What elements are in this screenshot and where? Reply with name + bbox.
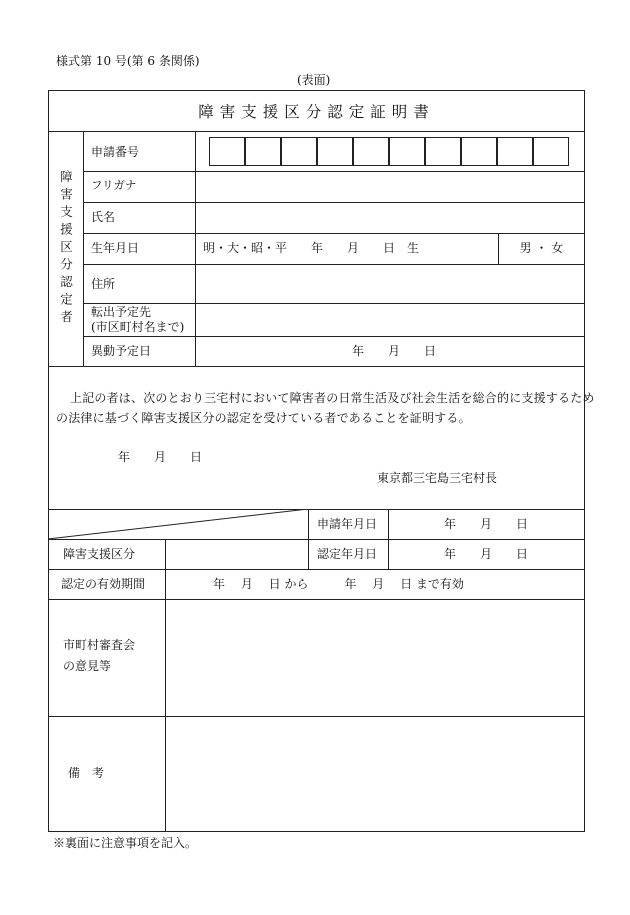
transfer-date-label: 異動予定日: [91, 344, 152, 358]
certification-statement-line2: の法律に基づく障害支援区分の認定を受けている者であることを証明する。: [56, 411, 471, 425]
application-date-label: 申請年月日: [317, 517, 378, 531]
application-number-digit[interactable]: [533, 137, 569, 166]
form-title-row: [48, 100, 585, 122]
transfer-destination-field[interactable]: [196, 304, 585, 336]
birthdate-value: 明・大・昭・平 年 月 日 生: [203, 241, 420, 255]
application-number-label: 申請番号: [91, 145, 140, 159]
form-title: 障害支援区分認定証明書: [198, 103, 435, 121]
certification-statement-line1: 上記の者は、次のとおり三宅村において障害者の日常生活及び社会生活を総合的に支援するため: [70, 391, 595, 405]
section-label-cell: [48, 131, 83, 366]
application-number-digit[interactable]: [245, 137, 281, 166]
furigana-label: フリガナ: [91, 178, 137, 192]
certification-date: 年 月 日: [118, 450, 203, 464]
council-opinion-sublabel: の意見等: [63, 659, 112, 673]
divider-line: [83, 233, 585, 234]
divider-line: [388, 509, 389, 569]
support-category-field[interactable]: [166, 540, 308, 569]
footer-note: ※裏面に注意事項を記入。: [53, 836, 198, 850]
divider-line: [48, 366, 585, 367]
address-field[interactable]: [196, 265, 585, 303]
support-category-label: 障害支援区分: [63, 547, 136, 561]
validity-period-label: 認定の有効期間: [61, 577, 146, 591]
divider-line: [83, 336, 585, 337]
diagonal-slash: [48, 509, 309, 540]
validity-period-value: 年 月 日 から 年 月 日 まで有効: [213, 577, 464, 591]
certification-date-label: 認定年月日: [317, 547, 378, 561]
gender-options[interactable]: 男 ・ 女: [519, 241, 564, 255]
section-label: 障害支援区分認定者: [58, 169, 74, 328]
form-number: 様式第 10 号(第 6 条関係): [56, 54, 200, 68]
application-number-digit[interactable]: [389, 137, 425, 166]
application-number-digit[interactable]: [209, 137, 245, 166]
divider-line: [48, 569, 585, 570]
remarks-label: 備 考: [68, 766, 105, 780]
application-number-digit[interactable]: [425, 137, 461, 166]
name-field[interactable]: [196, 203, 585, 233]
application-number-digit[interactable]: [353, 137, 389, 166]
application-number-digit[interactable]: [461, 137, 497, 166]
furigana-field[interactable]: [196, 172, 585, 202]
form-side-label: (表面): [297, 73, 331, 87]
certification-date-value: 年 月 日: [444, 547, 529, 561]
address-label: 住所: [91, 277, 116, 291]
application-number-digit[interactable]: [281, 137, 317, 166]
transfer-date-value: 年 月 日: [352, 344, 437, 358]
name-label: 氏名: [91, 210, 116, 224]
birthdate-label: 生年月日: [91, 241, 140, 255]
application-number-digit[interactable]: [497, 137, 533, 166]
divider-line: [83, 131, 84, 366]
issuer-name: 東京都三宅島三宅村長: [377, 471, 498, 485]
council-opinion-field[interactable]: [166, 600, 585, 716]
council-opinion-label: 市町村審査会: [63, 638, 136, 652]
application-number-digit[interactable]: [317, 137, 353, 166]
divider-line: [48, 131, 585, 132]
application-date-value: 年 月 日: [444, 517, 529, 531]
transfer-destination-sublabel: (市区町村名まで): [91, 320, 185, 334]
transfer-destination-label: 転出予定先: [91, 305, 152, 319]
remarks-field[interactable]: [166, 717, 585, 832]
